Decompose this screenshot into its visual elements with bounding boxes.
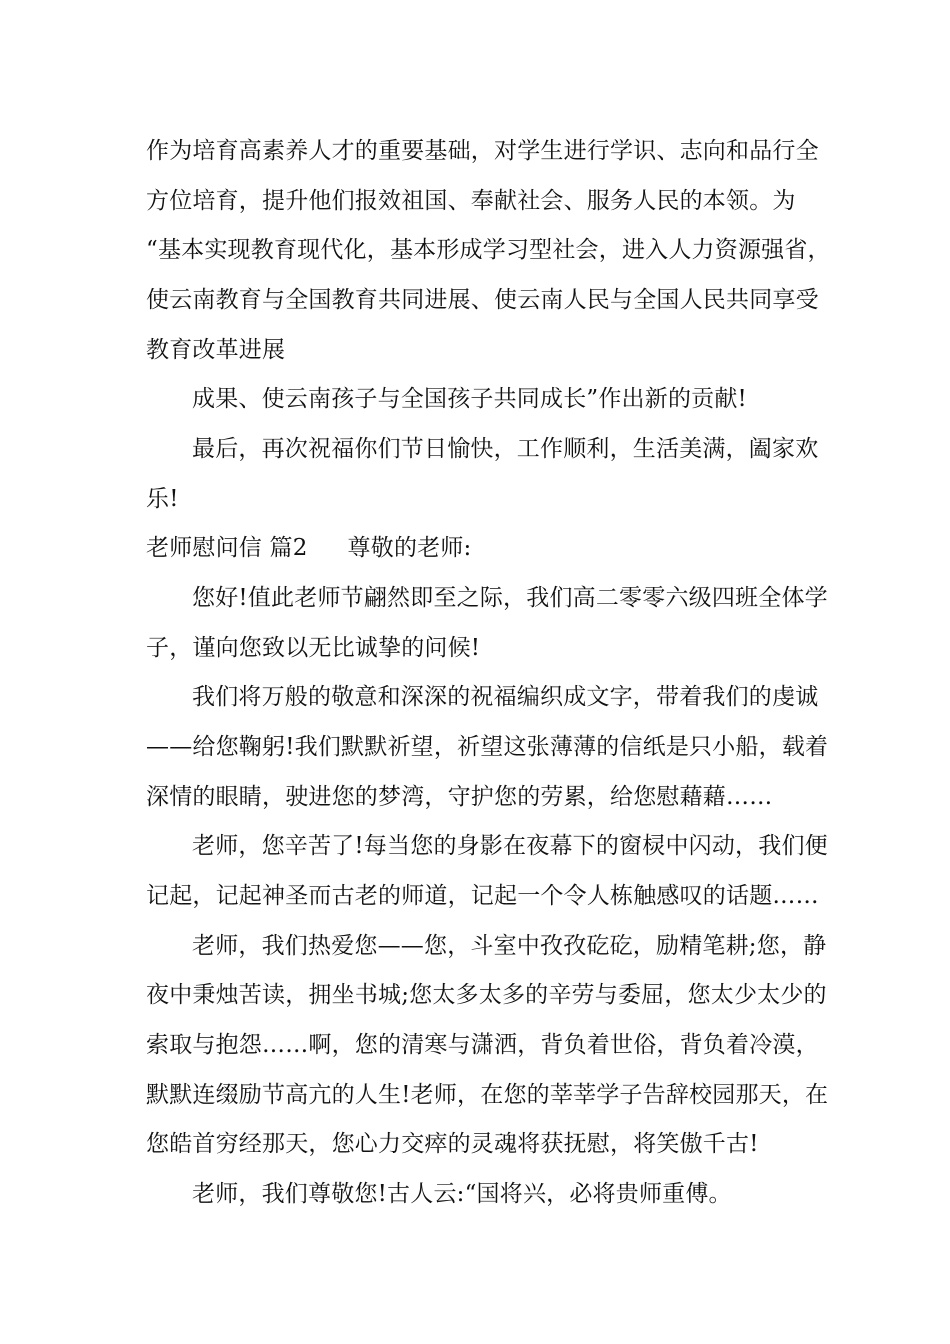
text-line: “基本实现教育现代化，基本形成学习型社会，进入人力资源强省，	[146, 237, 831, 263]
text-line: 老师，您辛苦了!每当您的身影在夜幕下的窗棂中闪动，我们便	[192, 833, 828, 859]
text-line: 使云南教育与全国教育共同进展、使云南人民与全国人民共同享受	[146, 287, 819, 313]
text-line: ——给您鞠躬!我们默默祈望，祈望这张薄薄的信纸是只小船，载着	[146, 734, 829, 760]
text-line: 深情的眼睛，驶进您的梦湾，守护您的劳累，给您慰藉藉……	[146, 784, 773, 810]
salutation: 尊敬的老师:	[347, 535, 472, 561]
text-line: 作为培育高素养人才的重要基础，对学生进行学识、志向和品行全	[146, 138, 819, 164]
text-line: 成果、使云南孩子与全国孩子共同成长”作出新的贡献!	[192, 386, 748, 412]
text-line: 方位培育，提升他们报效祖国、奉献社会、服务人民的本领。为	[146, 188, 796, 214]
text-line: 您好!值此老师节翩然即至之际，我们高二零零六级四班全体学	[192, 585, 828, 611]
section-title: 老师慰问信 篇2	[146, 535, 308, 561]
text-line: 老师，我们热爱您——您，斗室中孜孜矻矻，励精笔耕;您，静	[192, 933, 827, 959]
text-line: 老师，我们尊敬您!古人云:“国将兴，必将贵师重傅。	[192, 1181, 732, 1207]
text-line: 子，谨向您致以无比诚挚的问候!	[146, 635, 481, 661]
text-line: 我们将万般的敬意和深深的祝福编织成文字，带着我们的虔诚	[192, 684, 819, 710]
text-line: 乐!	[146, 486, 179, 512]
text-line: 您皓首穷经那天，您心力交瘁的灵魂将获抚慰，将笑傲千古!	[146, 1131, 759, 1157]
text-line: 记起，记起神圣而古老的师道，记起一个令人栋触感叹的话题……	[146, 883, 819, 909]
text-line: 教育改革进展	[146, 337, 286, 363]
section-heading	[146, 533, 472, 563]
text-line: 夜中秉烛苦读，拥坐书城;您太多太多的辛劳与委屈，您太少太少的	[146, 982, 827, 1008]
text-line: 默默连缀励节高亢的人生!老师，在您的莘莘学子告辞校园那天，在	[146, 1082, 829, 1108]
text-line: 最后，再次祝福你们节日愉快，工作顺利，生活美满，阖家欢	[192, 436, 819, 462]
text-line: 索取与抱怨……啊，您的清寒与潇洒，背负着世俗，背负着冷漠，	[146, 1032, 819, 1058]
